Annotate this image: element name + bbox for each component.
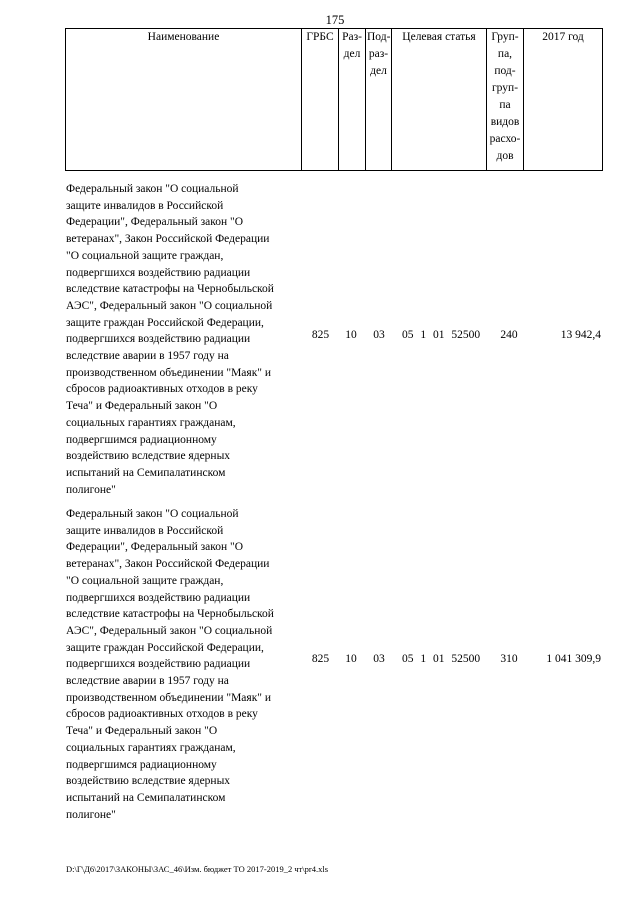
header-group: Груп- па, под- груп- па видов расхо- дов <box>487 29 524 171</box>
row-2-podrazdel: 03 <box>373 653 385 665</box>
page-number: 175 <box>325 13 345 27</box>
header-podrazdel: Под- раз- дел <box>366 29 392 171</box>
row-1-target: 05 1 01 52500 <box>401 329 481 341</box>
header-year: 2017 год <box>524 29 603 171</box>
row-1-amount: 13 942,4 <box>560 329 601 341</box>
footer-file-path: D:\Г\Д6\2017\ЗАКОНЫ\ЗАС_46\Изм. бюджет ТО 2017-2019_2 чт\pr4.xls <box>66 864 329 874</box>
row-2-grbs: 825 <box>311 653 330 665</box>
row-2-group: 310 <box>500 653 518 665</box>
header-grbs: ГРБС <box>302 29 339 171</box>
row-1-name: Федеральный закон "О социальной защите инвалидов в Российской Федерации", Федеральный закон "О ветеранах", Закон Российской Федерации "О социальной защите граждан, подвергшихся воздействию радиации вследствие катастрофы на Чернобыльской АЭС", Федеральный закон "О социальной защите граждан Российской Федерации, подвергшихся воздействию радиации вследствие аварии в 1957 году на производственном объединении "Маяк" и сбросов радиоактивных отходов в реку Теча" и Федеральный закон "О социальных гарантиях гражданам, подвергшимся радиационному воздействию вследствие ядерных испытаний на Семипалатинском полигоне" <box>66 183 274 496</box>
row-1-grbs: 825 <box>311 329 330 341</box>
row-1-podrazdel: 03 <box>373 329 385 341</box>
row-2-target: 05 1 01 52500 <box>401 653 481 665</box>
table-header <box>65 28 603 171</box>
header-name: Наименование <box>66 29 302 171</box>
header-target: Целевая статья <box>392 29 487 171</box>
header-razdel: Раз- дел <box>339 29 366 171</box>
row-1-group: 240 <box>500 329 518 341</box>
row-1-razdel: 10 <box>345 329 357 341</box>
row-2-name: Федеральный закон "О социальной защите инвалидов в Российской Федерации", Федеральный закон "О ветеранах", Закон Российской Федерации "О социальной защите граждан, подвергшихся воздействию радиации вследствие катастрофы на Чернобыльской АЭС", Федеральный закон "О социальной защите граждан Российской Федерации, подвергшихся воздействию радиации вследствие аварии в 1957 году на производственном объединении "Маяк" и сбросов радиоактивных отходов в реку Теча" и Федеральный закон "О социальных гарантиях гражданам, подвергшимся радиационному воздействию вследствие ядерных испытаний на Семипалатинском полигоне" <box>66 508 274 821</box>
row-2-amount: 1 041 309,9 <box>546 653 601 665</box>
row-2-razdel: 10 <box>345 653 357 665</box>
